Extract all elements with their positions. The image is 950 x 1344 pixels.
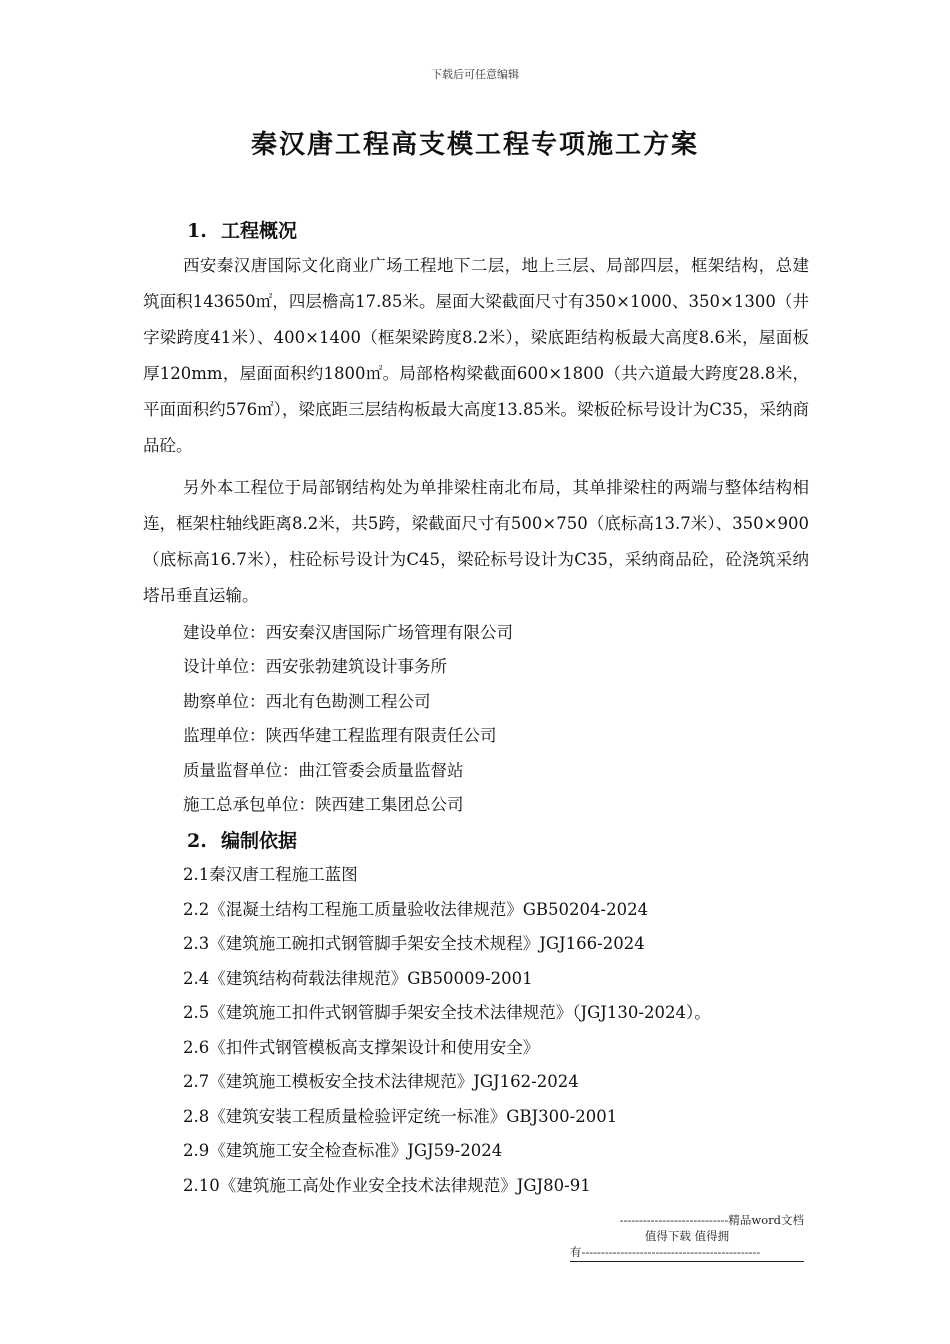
unit-design: 设计单位：西安张勃建筑设计事务所 (183, 657, 447, 676)
footer-line-2: 值得下载 值得拥 (644, 1229, 730, 1243)
basis-item: 2.8《建筑安装工程质量检验评定统一标准》GBJ300-2001 (183, 1107, 618, 1126)
header-note: 下载后可任意编辑 (431, 68, 519, 81)
section-1-number: 1. (187, 220, 207, 242)
section-2-title: 编制依据 (221, 830, 298, 852)
basis-item: 2.5《建筑施工扣件式钢管脚手架安全技术法律规范》（JGJ130-2024）。 (183, 1003, 711, 1022)
unit-supervision: 监理单位：陕西华建工程监理有限责任公司 (183, 726, 497, 745)
section-1-heading (187, 216, 297, 243)
footer-line-1: ----------------------------精品word文档 (619, 1213, 804, 1227)
section-2-number: 2. (187, 830, 207, 852)
section-1-paragraph-1: 西安秦汉唐国际文化商业广场工程地下二层，地上三层、局部四层，框架结构，总建筑面积143650㎡，四层檐高17.85米。屋面大梁截面尺寸有350×1000、350×1300（井字梁跨度41米）、400×1400（框架梁跨度8.2米），梁底距结构板最大高度8.6米，屋面板厚120mm，屋面面积约1800㎡。局部格构梁截面600×1800（共六道最大跨度28.8米，平面面积约576㎡），梁底距三层结构板最大高度13.85米。梁板砼标号设计为C35，采纳商品砼。 (143, 256, 809, 455)
unit-general-contractor: 施工总承包单位：陕西建工集团总公司 (183, 795, 464, 814)
basis-item: 2.4《建筑结构荷载法律规范》GB50009-2001 (183, 969, 533, 988)
basis-item: 2.1秦汉唐工程施工蓝图 (183, 865, 358, 884)
basis-item: 2.10《建筑施工高处作业安全技术法律规范》JGJ80-91 (183, 1176, 591, 1195)
section-1-paragraph-2: 另外本工程位于局部钢结构处为单排梁柱南北布局，其单排梁柱的两端与整体结构相连，框架柱轴线距离8.2米，共5跨，梁截面尺寸有500×750（底标高13.7米）、350×900（底标高16.7米），柱砼标号设计为C45，梁砼标号设计为C35，采纳商品砼，砼浇筑采纳塔吊垂直运输。 (143, 478, 809, 605)
basis-item: 2.3《建筑施工碗扣式钢管脚手架安全技术规程》JGJ166-2024 (183, 934, 645, 953)
basis-item: 2.6《扣件式钢管模板高支撑架设计和使用安全》 (183, 1038, 540, 1057)
document-title: 秦汉唐工程高支模工程专项施工方案 (250, 130, 699, 160)
basis-item: 2.9《建筑施工安全检查标准》JGJ59-2024 (183, 1141, 503, 1160)
footer-note (570, 1212, 804, 1262)
unit-survey: 勘察单位：西北有色勘测工程公司 (183, 692, 431, 711)
section-2-heading (187, 826, 297, 853)
basis-item: 2.2《混凝土结构工程施工质量验收法律规范》GB50204-2024 (183, 900, 649, 919)
section-1-title: 工程概况 (221, 220, 298, 242)
unit-quality-supervision: 质量监督单位：曲江管委会质量监督站 (183, 761, 464, 780)
basis-item: 2.7《建筑施工模板安全技术法律规范》JGJ162-2024 (183, 1072, 579, 1091)
footer-line-3: 有---------------------------------------------- (570, 1244, 804, 1262)
unit-construction: 建设单位：西安秦汉唐国际广场管理有限公司 (183, 623, 513, 642)
